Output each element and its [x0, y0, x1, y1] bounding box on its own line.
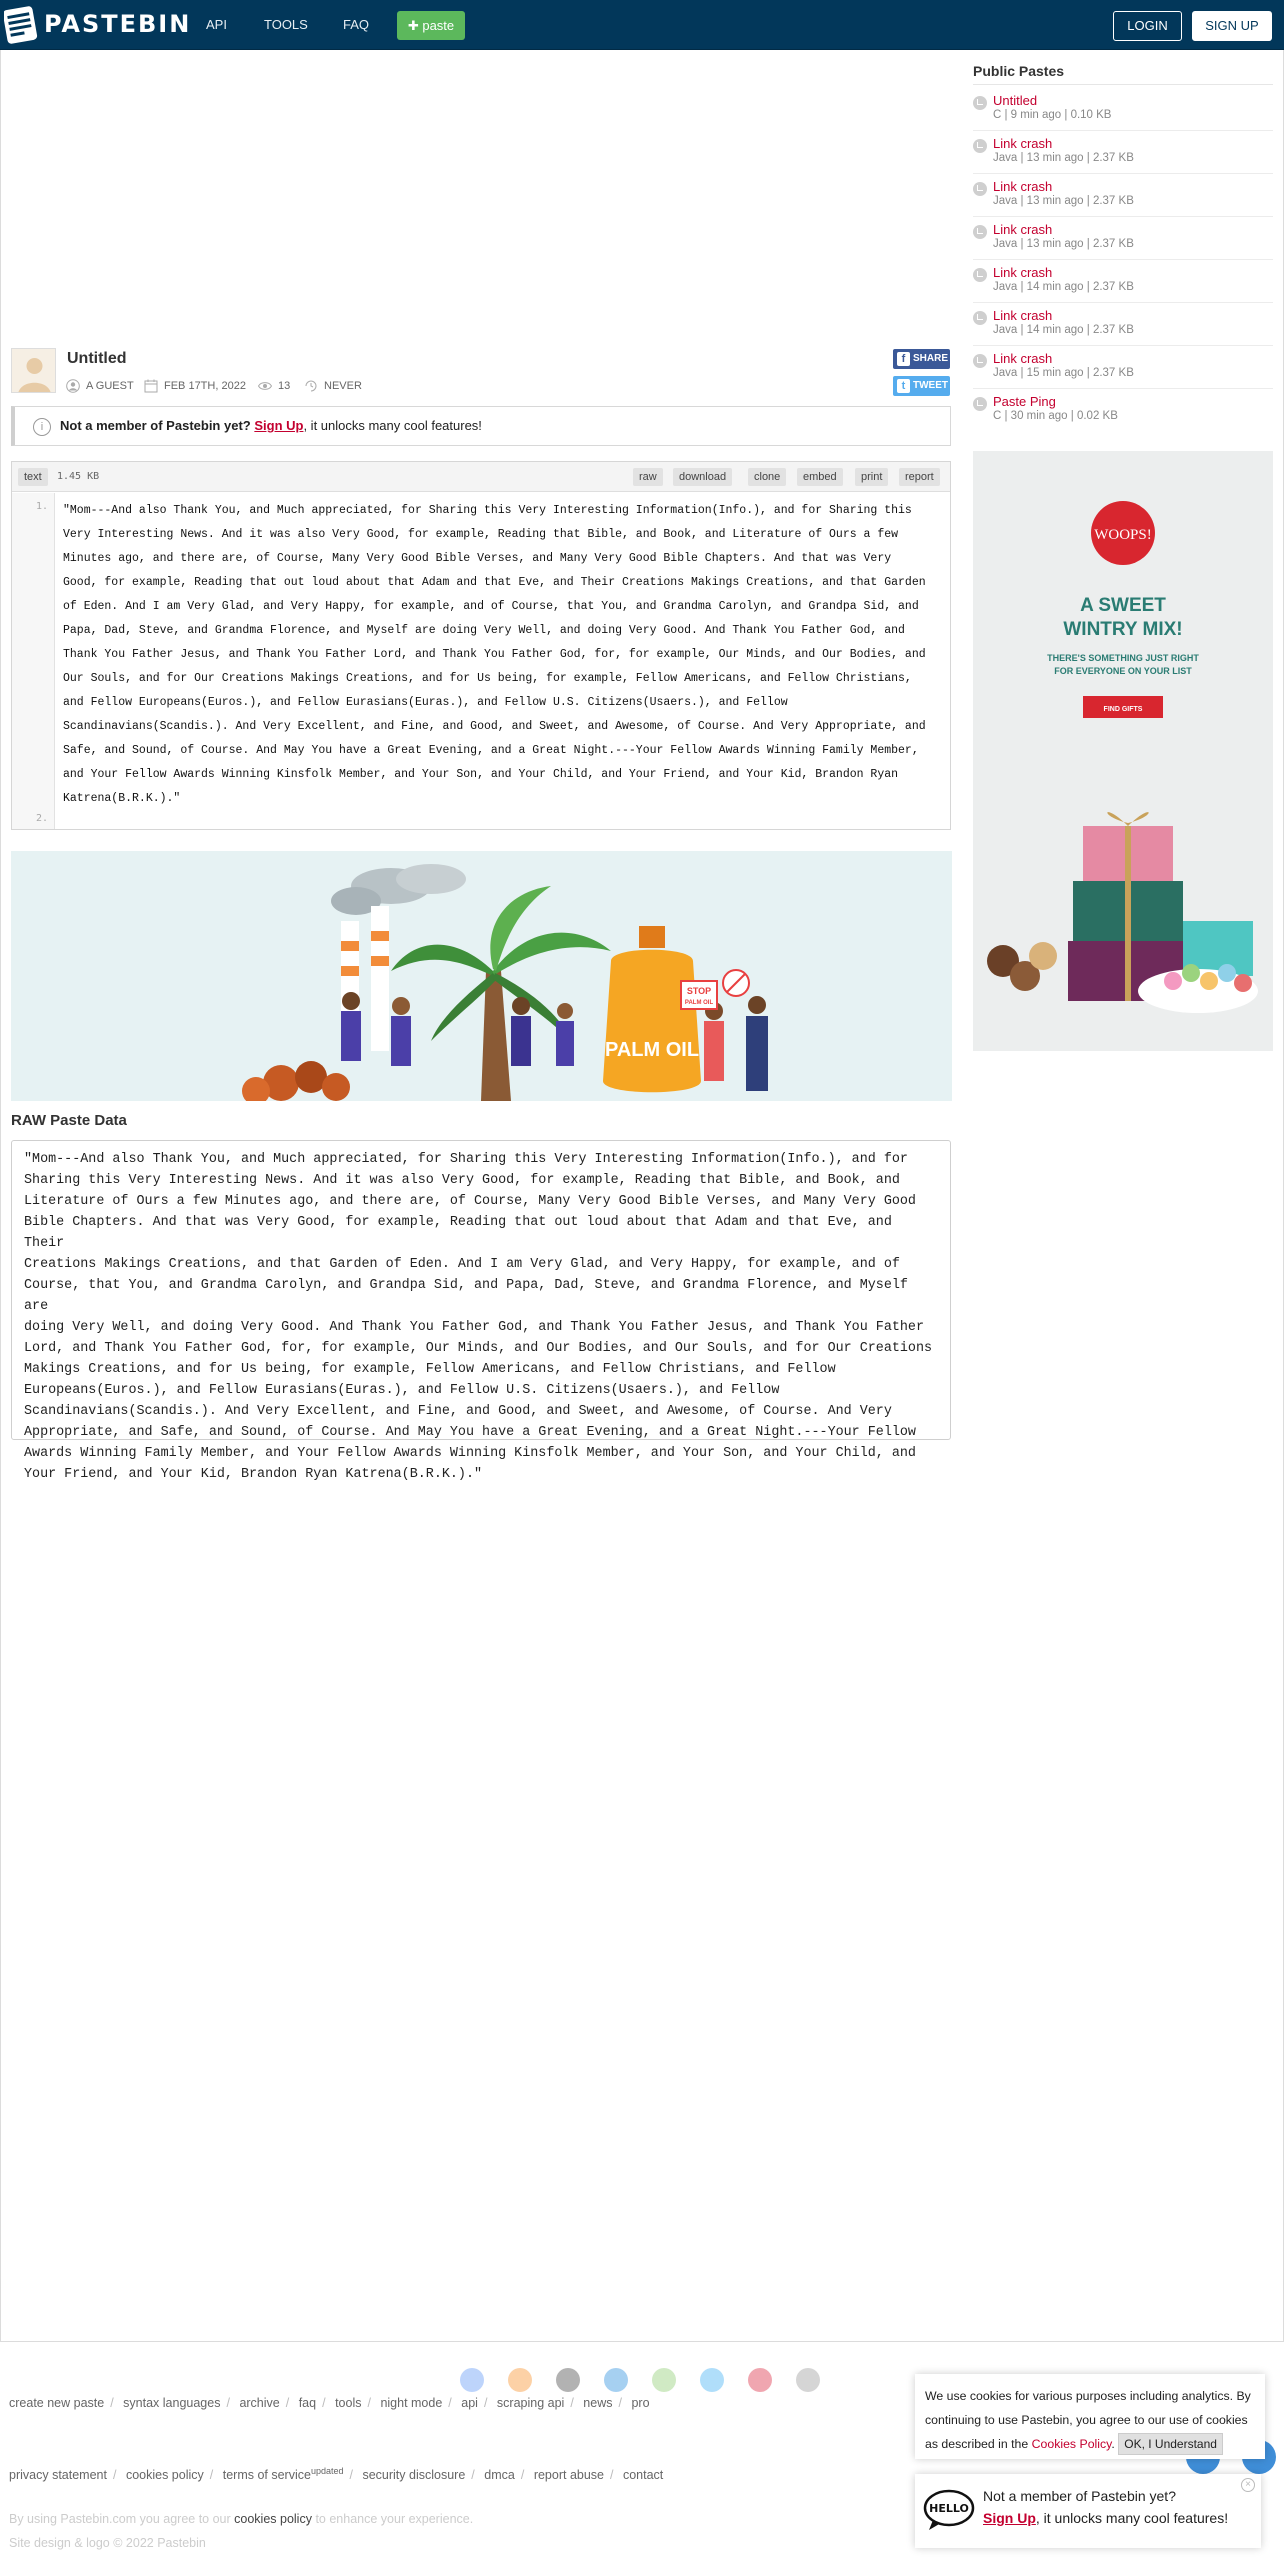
- raw-line: Europeans(Euros.), and Fellow Eurasians(Euras.), and Fellow U.S. Citizens(Usaers.), and Fellow: [24, 1383, 780, 1398]
- agree-cookies-link[interactable]: cookies policy: [234, 2512, 312, 2526]
- public-paste-name[interactable]: Link crash: [993, 308, 1053, 323]
- paste-expiry: [304, 379, 362, 393]
- footer-links-row-2: privacy statement / cookies policy / terms of service$^{updated}$ / security disclosure / dmca / report abuse / contact: [9, 2466, 664, 2483]
- footer-links-row-1: create new paste / syntax languages / archive / faq / tools / night mode / api / scraping api / news / pro: [9, 2396, 650, 2410]
- tos-updated-badge: updated: [310, 2466, 344, 2476]
- public-paste-item[interactable]: [973, 174, 1273, 217]
- footer-link-night-mode[interactable]: night mode: [380, 2396, 443, 2410]
- ios-icon[interactable]: [556, 2368, 580, 2392]
- ad-headline-1: A SWEET: [1080, 595, 1166, 616]
- raw-line: Awards Winning Family Member, and Your Fellow Awards Winning Kinsfolk Member, and Your Son, and Your Child, and: [24, 1446, 916, 1461]
- cookie-consent: We use cookies for various purposes including analytics. By continuing to use Pastebin, you agree to our use of cookies as described in the Cookies Policy. OK, I Understand: [915, 2374, 1265, 2459]
- top-ad-slot: [11, 60, 951, 340]
- footer-link-security[interactable]: security disclosure: [362, 2468, 466, 2483]
- protest-sign-sub: PALM OIL: [684, 1000, 714, 1006]
- public-paste-meta: Java | 13 min ago | 2.37 KB: [993, 152, 1134, 164]
- paste-size: 1.45 KB: [57, 471, 100, 482]
- share-label: SHARE: [913, 353, 949, 364]
- code-line: and Your Fellow Awards Winning Kinsfolk Member, and Your Son, and Your Child, and Your Friend, and Your Kid, Brandon Ryan: [63, 768, 899, 781]
- code-content: [63, 499, 948, 811]
- raw-line: Makings Creations, and for Us being, for example, Fellow Americans, and Fellow Christians, and Fellow: [24, 1362, 836, 1377]
- public-paste-meta: Java | 15 min ago | 2.37 KB: [993, 367, 1134, 379]
- raw-paste-text: [24, 1149, 938, 1485]
- hello-speech-icon: [923, 2488, 975, 2532]
- public-paste-name[interactable]: Link crash: [993, 136, 1053, 151]
- woops-ad-image: [973, 451, 1273, 1051]
- line-number: 2.: [35, 813, 48, 824]
- palm-oil-illustration: [11, 851, 952, 1101]
- public-paste-meta: Java | 13 min ago | 2.37 KB: [993, 238, 1134, 250]
- paste-date: [144, 379, 246, 393]
- tweet-button[interactable]: [893, 376, 950, 396]
- raw-line: Scandinavians(Scandis.). And Very Excellent, and Fine, and Good, and Sweet, and Awesome, of Course. And Very: [24, 1404, 892, 1419]
- cookie-ok-button[interactable]: OK, I Understand: [1118, 2433, 1223, 2455]
- public-paste-item[interactable]: [973, 88, 1273, 131]
- facebook-share-button[interactable]: [893, 349, 950, 369]
- print-button[interactable]: print: [855, 468, 888, 486]
- report-button[interactable]: report: [899, 468, 940, 486]
- footer-link-scraping-api[interactable]: scraping api: [496, 2396, 565, 2410]
- hello-line-2: [983, 2510, 1228, 2526]
- paste-views-count: 13: [278, 380, 291, 392]
- public-paste-name[interactable]: Link crash: [993, 351, 1053, 366]
- info-icon: i: [33, 418, 51, 436]
- android-icon[interactable]: [652, 2368, 676, 2392]
- globe-icon: [973, 96, 987, 110]
- top-header: [0, 0, 1284, 50]
- public-paste-item[interactable]: [973, 303, 1273, 346]
- code-toolbar: [12, 462, 950, 492]
- woops-logo: WOOPS!: [1094, 527, 1152, 543]
- notice-lead: Not a member of Pastebin yet?: [60, 418, 251, 433]
- code-line: and Fellow Europeans(Euros.), and Fellow Eurasians(Euras.), and Fellow U.S. Citizens(Usaers.), and Fellow: [63, 696, 788, 709]
- agree-pre: By using Pastebin.com you agree to our: [9, 2512, 231, 2526]
- footer-link-report-abuse[interactable]: report abuse: [533, 2468, 604, 2483]
- footer-link-terms[interactable]: terms of service: [222, 2468, 311, 2483]
- raw-line: Course, that You, and Grandma Carolyn, and Grandpa Sid, and Papa, Dad, Steve, and Grandma Florence, and Myself are: [24, 1278, 916, 1314]
- raw-line: Sharing this Very Interesting News. And it was also Very Good, for example, Reading that Bible, and Book, and: [24, 1173, 900, 1188]
- eye-icon: [258, 379, 272, 393]
- globe-icon: [973, 268, 987, 282]
- raw-line: doing Very Well, and doing Very Good. And Thank You Father God, and Thank You Father Jesus, and Thank You Father: [24, 1320, 924, 1335]
- code-line: Scandinavians(Scandis.). And Very Excellent, and Fine, and Good, and Sweet, and Awesome, of Course. And Very Appropriate, and: [63, 720, 926, 733]
- raw-line: Lord, and Thank You Father God, for, for example, Our Minds, and Our Bodies, and Our Souls, and for Our Creations: [24, 1341, 933, 1356]
- paste-date-label: FEB 17TH, 2022: [164, 380, 246, 392]
- firefox-icon[interactable]: [508, 2368, 532, 2392]
- globe-icon: [973, 354, 987, 368]
- windows-icon[interactable]: [604, 2368, 628, 2392]
- public-paste-meta: C | 30 min ago | 0.02 KB: [993, 410, 1118, 422]
- footer-link-cookies-policy[interactable]: cookies policy: [125, 2468, 204, 2483]
- code-line: of Eden. And I am Very Glad, and Very Happy, for example, and of Course, that You, and Grandma Carolyn, and Grandpa Sid, and: [63, 600, 919, 613]
- code-line: Minutes ago, and there are, of Course, Many Very Good Bible Verses, and Many Very Good Bible Chapters. And that was Very: [63, 552, 892, 565]
- footer-link-create-new-paste[interactable]: create new paste: [9, 2396, 105, 2410]
- protest-sign-label: STOP: [686, 986, 712, 996]
- pastebin-logo-icon[interactable]: [4, 5, 38, 45]
- signup-button[interactable]: SIGN UP: [1192, 11, 1272, 41]
- paste-author-label: A GUEST: [86, 380, 134, 392]
- line-number: 1.: [35, 501, 48, 512]
- download-button[interactable]: download: [673, 468, 732, 486]
- guest-avatar: [11, 348, 56, 393]
- footer-link-syntax-languages[interactable]: syntax languages: [123, 2396, 221, 2410]
- footer-link-pro[interactable]: pro: [631, 2396, 650, 2410]
- raw-line: Literature of Ours a few Minutes ago, and there are, of Course, Many Very Good Bible Verses, and Many Very Good: [24, 1194, 916, 1209]
- paste-code-box: [11, 461, 951, 830]
- code-line: Safe, and Sound, of Course. And May You have a Great Evening, and a Great Night.---Your Fellow Awards Winning Family Member,: [63, 744, 919, 757]
- public-paste-item[interactable]: [973, 389, 1273, 432]
- new-paste-label: paste: [422, 18, 455, 33]
- bottle-label: PALM OIL: [604, 1039, 700, 1061]
- public-paste-name[interactable]: Link crash: [993, 179, 1053, 194]
- code-line: Papa, Dad, Steve, and Grandma Florence, and Myself are doing Very Well, and doing Very Good. And Thank You Father God, and: [63, 624, 905, 637]
- opera-icon[interactable]: [748, 2368, 772, 2392]
- ad-headline-2: WINTRY MIX!: [1063, 619, 1183, 640]
- globe-icon: [973, 397, 987, 411]
- raw-line: "Mom---And also Thank You, and Much appreciated, for Sharing this Very Interesting Information(Info.), and for: [24, 1152, 908, 1167]
- public-paste-name[interactable]: Untitled: [993, 93, 1038, 108]
- notice-signup-link[interactable]: Sign Up: [254, 418, 304, 433]
- syntax-tag[interactable]: text: [18, 468, 48, 486]
- hello-badge-text: HELLO: [929, 2502, 969, 2515]
- ad-sub-1: THERE'S SOMETHING JUST RIGHT: [1047, 653, 1199, 663]
- footer-agreement: [9, 2512, 473, 2526]
- raw-line: Creations Makings Creations, and that Garden of Eden. And I am Very Glad, and Very Happy, for example, and of: [24, 1257, 900, 1272]
- raw-line: Your Friend, and Your Kid, Brandon Ryan Katrena(B.R.K.).": [24, 1467, 483, 1482]
- chrome-icon[interactable]: [460, 2368, 484, 2392]
- footer-link-archive[interactable]: archive: [239, 2396, 280, 2410]
- raw-paste-textarea[interactable]: [11, 1140, 951, 1482]
- footer-link-faq[interactable]: faq: [298, 2396, 317, 2410]
- paste-title: Untitled: [67, 350, 127, 367]
- public-paste-name[interactable]: Link crash: [993, 265, 1053, 280]
- footer-link-tools[interactable]: tools: [335, 2396, 362, 2410]
- logo-text[interactable]: PASTEBIN: [44, 10, 192, 38]
- tweet-label: TWEET: [913, 380, 948, 391]
- code-line: Our Souls, and for Our Creations Makings Creations, and for Us being, for example, Fellow Americans, and Fellow Christians,: [63, 672, 912, 685]
- footer-link-api[interactable]: api: [461, 2396, 478, 2410]
- code-line: Very Interesting News. And it was also Very Good, for example, Reading that Bible, and Book, and Literature of Ours a few: [63, 528, 899, 541]
- twitter-icon: t: [897, 379, 910, 393]
- public-paste-meta: Java | 14 min ago | 2.37 KB: [993, 324, 1134, 336]
- hello-signup-link[interactable]: Sign Up: [983, 2510, 1036, 2526]
- sidebar-ad[interactable]: [973, 451, 1273, 1051]
- line-gutter: [12, 493, 55, 829]
- divider: [973, 84, 1273, 85]
- plus-icon: ✚: [407, 18, 423, 33]
- ad-cta: FIND GIFTS: [1103, 706, 1143, 713]
- hello-popup: [915, 2474, 1261, 2548]
- nav-faq[interactable]: FAQ: [343, 17, 370, 32]
- paste-author[interactable]: [66, 379, 134, 393]
- public-paste-meta: Java | 14 min ago | 2.37 KB: [993, 281, 1134, 293]
- public-paste-meta: C | 9 min ago | 0.10 KB: [993, 109, 1112, 121]
- linux-icon[interactable]: [796, 2368, 820, 2392]
- public-paste-item[interactable]: [973, 346, 1273, 389]
- login-button[interactable]: LOGIN: [1113, 11, 1182, 41]
- code-line: Good, for example, Reading that out loud about that Adam and that Eve, and Their Creations Makings Creations, and that Garden: [63, 576, 926, 589]
- paste-views: [258, 379, 290, 393]
- footer-link-contact[interactable]: contact: [622, 2468, 664, 2483]
- raw-button[interactable]: raw: [633, 468, 663, 486]
- embed-button[interactable]: embed: [797, 468, 843, 486]
- agree-post: to enhance your experience.: [315, 2512, 474, 2526]
- public-pastes-title: Public Pastes: [973, 63, 1065, 79]
- code-line: Thank You Father Jesus, and Thank You Father Lord, and Thank You Father God, for, for example, Our Minds, and Our Bodies, and: [63, 648, 926, 661]
- footer-link-privacy[interactable]: privacy statement: [9, 2468, 107, 2483]
- code-line: "Mom---And also Thank You, and Much appreciated, for Sharing this Very Interesting Information(Info.), and for Sharing this: [63, 504, 912, 517]
- user-icon: [66, 379, 80, 393]
- close-icon[interactable]: ×: [1241, 2478, 1255, 2492]
- ad-sub-2: FOR EVERYONE ON YOUR LIST: [1054, 666, 1192, 676]
- raw-paste-heading: RAW Paste Data: [11, 1112, 127, 1129]
- globe-icon: [973, 311, 987, 325]
- globe-icon: [973, 225, 987, 239]
- notice-rest: , it unlocks many cool features!: [303, 418, 482, 433]
- copyright: Site design & logo © 2022 Pastebin: [9, 2536, 206, 2550]
- raw-line: Bible Chapters. And that was Very Good, for example, Reading that out loud about that Adam and that Eve, and Their: [24, 1215, 900, 1251]
- public-paste-item[interactable]: [973, 217, 1273, 260]
- member-notice: [11, 406, 951, 446]
- public-paste-name[interactable]: Link crash: [993, 222, 1053, 237]
- globe-icon: [973, 182, 987, 196]
- facebook-icon: f: [897, 352, 910, 366]
- code-line: Katrena(B.R.K.).": [63, 792, 181, 805]
- cookie-text: We use cookies for various purposes including analytics. By continuing to use Pastebin, you agree to our use of cookies as described in the: [925, 2389, 1251, 2451]
- public-paste-item[interactable]: [973, 260, 1273, 303]
- cookie-policy-link[interactable]: Cookies Policy: [1031, 2437, 1112, 2451]
- nav-tools[interactable]: TOOLS: [264, 17, 308, 32]
- browser-extensions: [460, 2368, 830, 2392]
- raw-line: Appropriate, and Safe, and Sound, of Course. And May You have a Great Evening, and a Great Night.---Your Fellow: [24, 1425, 916, 1440]
- paste-expiry-label: NEVER: [324, 380, 362, 392]
- hello-line-1: Not a member of Pastebin yet?: [983, 2488, 1176, 2504]
- footer-link-dmca[interactable]: dmca: [484, 2468, 515, 2483]
- public-paste-name[interactable]: Paste Ping: [993, 394, 1056, 409]
- globe-icon: [973, 139, 987, 153]
- clone-button[interactable]: clone: [748, 468, 786, 486]
- public-paste-item[interactable]: [973, 131, 1273, 174]
- calendar-icon: [144, 379, 158, 393]
- public-paste-meta: Java | 13 min ago | 2.37 KB: [993, 195, 1134, 207]
- nav-api[interactable]: API: [206, 17, 227, 32]
- palm-oil-banner: [11, 851, 952, 1101]
- macos-icon[interactable]: [700, 2368, 724, 2392]
- hello-rest: , it unlocks many cool features!: [1035, 2510, 1229, 2526]
- new-paste-button[interactable]: [397, 11, 465, 40]
- footer-link-news[interactable]: news: [583, 2396, 613, 2410]
- expire-clock-icon: [304, 379, 318, 393]
